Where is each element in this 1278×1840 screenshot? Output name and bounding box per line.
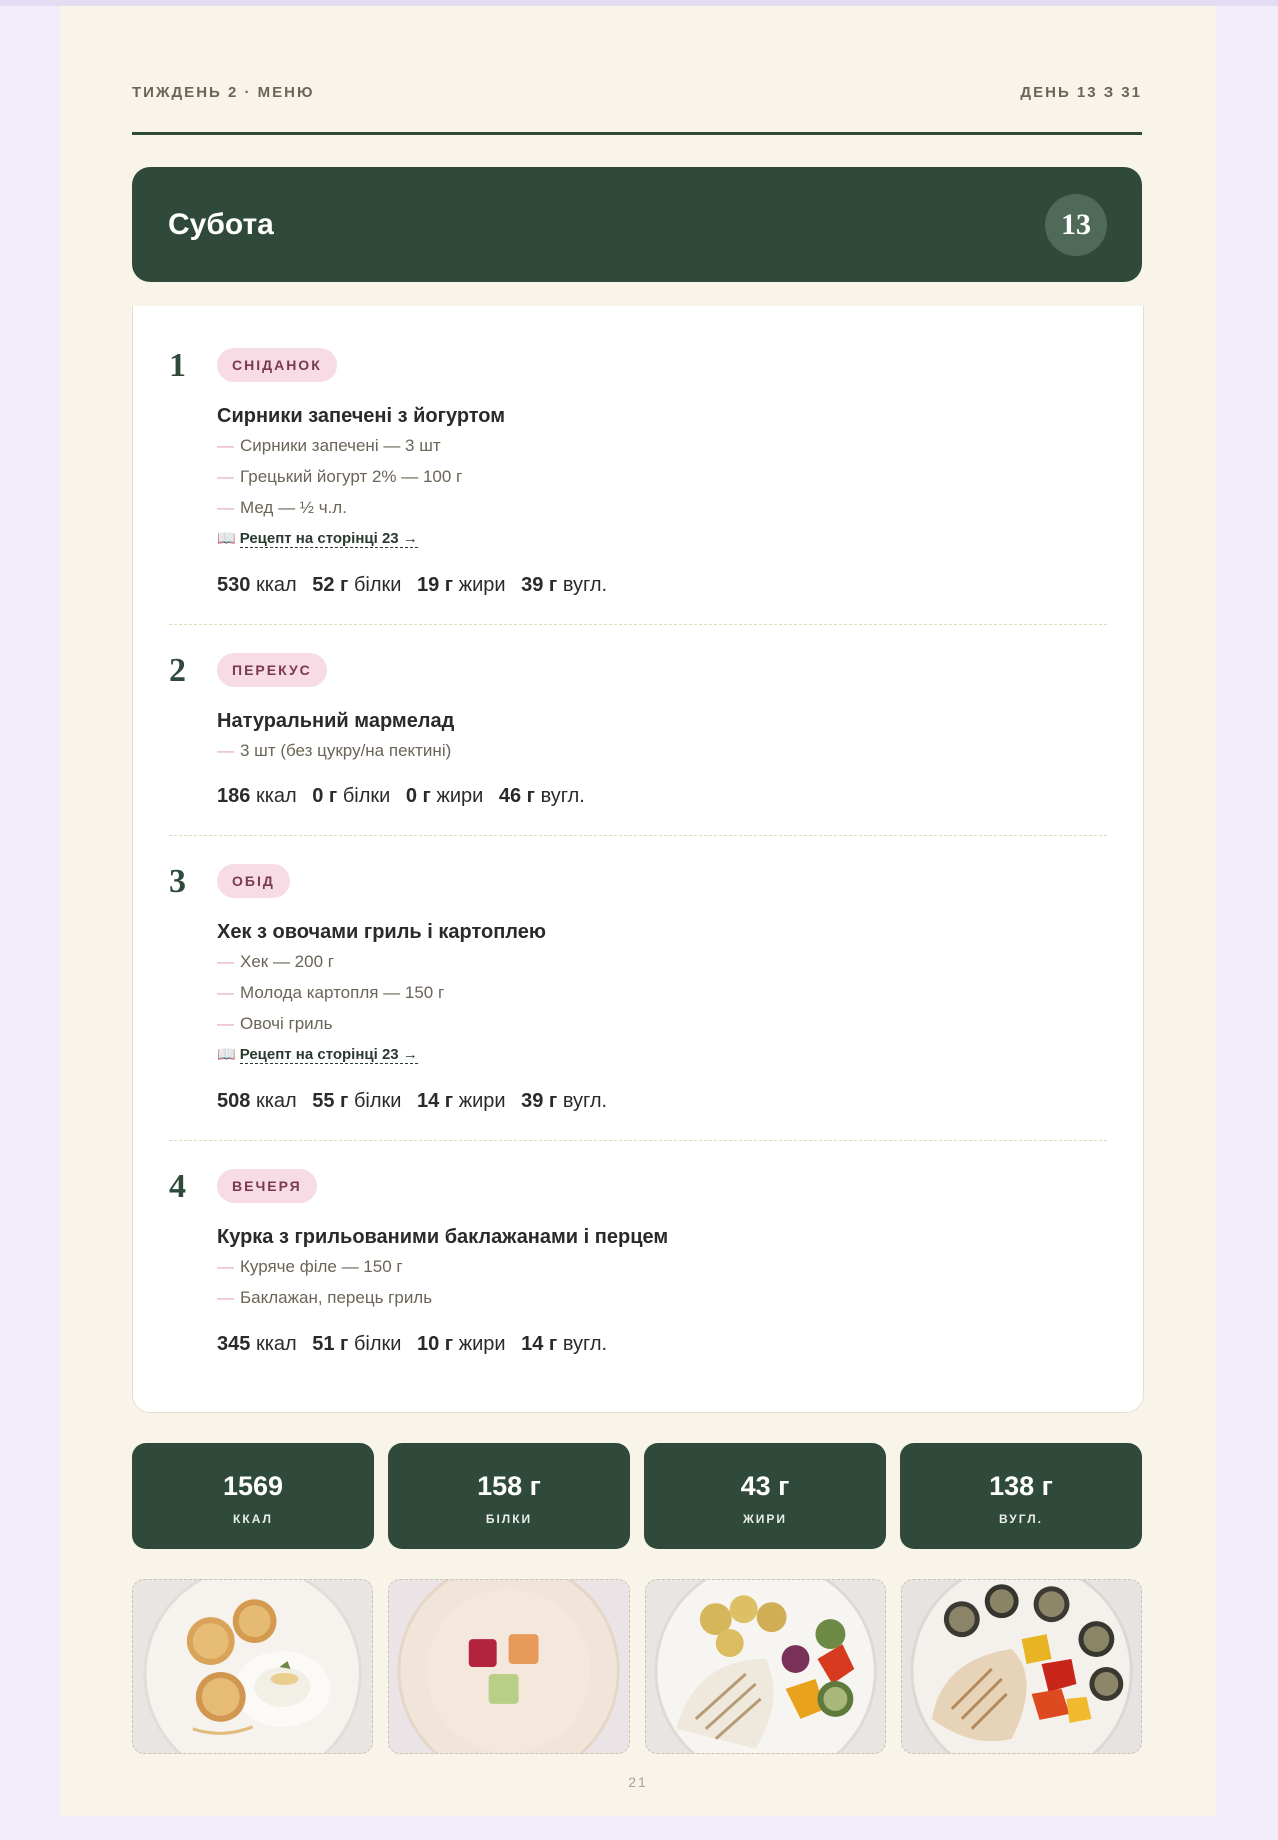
carbs-unit: вугл. xyxy=(562,1333,608,1355)
fat-unit: жири xyxy=(458,1333,506,1355)
day-title: Субота xyxy=(168,208,274,241)
ingredient-text: Баклажан, перець гриль xyxy=(240,1288,433,1307)
protein-value: 0 г xyxy=(312,785,338,807)
fat-value: 19 г xyxy=(417,574,454,596)
protein-value: 52 г xyxy=(312,574,349,596)
page-header xyxy=(132,84,1142,135)
marmalade-image xyxy=(389,1580,628,1753)
day-counter: ДЕНЬ 13 З 31 xyxy=(1020,84,1142,101)
ingredient-text: Сирники запечені — 3 шт xyxy=(240,436,441,455)
ingredient-text: Мед — ½ ч.л. xyxy=(240,498,347,517)
ingredient-item xyxy=(217,977,444,1008)
recipe-link[interactable] xyxy=(217,529,418,549)
fat-unit: жири xyxy=(436,785,484,807)
carbs-unit: вугл. xyxy=(562,1090,608,1112)
dash-marker: — xyxy=(217,436,234,455)
carbs-value: 39 г xyxy=(521,1090,558,1112)
meal-item xyxy=(169,1167,1107,1355)
dash-marker: — xyxy=(217,467,234,486)
ingredient-text: Грецький йогурт 2% — 100 г xyxy=(240,467,463,486)
meal-photo xyxy=(388,1579,629,1754)
carbs-value: 39 г xyxy=(521,574,558,596)
total-kcal xyxy=(132,1443,374,1549)
meal-macros xyxy=(217,1332,607,1356)
daily-totals xyxy=(132,1443,1142,1549)
carbs-value: 46 г xyxy=(498,785,536,807)
kcal-unit: ккал xyxy=(255,574,297,596)
meal-number: 1 xyxy=(169,347,186,384)
total-fat xyxy=(644,1443,886,1549)
book-icon: 📖 xyxy=(217,1046,236,1063)
carbs-value: 14 г xyxy=(521,1333,558,1355)
meal-name: Курка з грильованими баклажанами і перцем xyxy=(217,1226,669,1248)
meal-name: Сирники запечені з йогуртом xyxy=(217,405,506,427)
fat-value: 0 г xyxy=(405,785,431,807)
ingredient-list xyxy=(217,946,444,1039)
meals-card xyxy=(132,306,1144,1413)
total-value: 158 г xyxy=(477,1471,541,1501)
meal-tag: СНІДАНОК xyxy=(217,348,337,382)
day-banner xyxy=(132,167,1142,282)
total-label: БІЛКИ xyxy=(485,1512,533,1526)
total-value: 138 г xyxy=(989,1471,1053,1501)
ingredient-item xyxy=(217,1251,432,1282)
total-value: 1569 xyxy=(222,1471,284,1501)
total-label: ВУГЛ. xyxy=(999,1512,1043,1526)
fat-unit: жири xyxy=(458,1090,506,1112)
ingredient-text: Куряче філе — 150 г xyxy=(240,1257,403,1276)
protein-unit: білки xyxy=(353,574,402,596)
total-value: 43 г xyxy=(740,1471,790,1501)
day-number-badge: 13 xyxy=(1045,194,1107,256)
ingredient-list xyxy=(217,735,451,766)
meal-number: 2 xyxy=(169,652,186,689)
kcal-value: 530 xyxy=(217,574,251,596)
meal-photo xyxy=(645,1579,886,1754)
ingredient-list xyxy=(217,430,462,523)
meal-photo xyxy=(132,1579,373,1754)
meal-macros xyxy=(217,573,607,597)
meal-photo xyxy=(901,1579,1142,1754)
ingredient-text: Хек — 200 г xyxy=(240,952,334,971)
kcal-unit: ккал xyxy=(255,1090,297,1112)
ingredient-item xyxy=(217,735,451,766)
recipe-link-text: Рецепт на сторінці 23 → xyxy=(239,530,418,547)
total-protein xyxy=(388,1443,630,1549)
ingredient-text: Молода картопля — 150 г xyxy=(240,983,445,1002)
meal-tag: ОБІД xyxy=(217,864,290,898)
kcal-unit: ккал xyxy=(255,785,297,807)
fat-unit: жири xyxy=(458,574,506,596)
total-carbs xyxy=(900,1443,1142,1549)
dash-marker: — xyxy=(217,498,234,517)
week-label: ТИЖДЕНЬ 2 · МЕНЮ xyxy=(132,84,315,101)
hake-image xyxy=(646,1580,885,1753)
dash-marker: — xyxy=(217,1257,234,1276)
meal-item xyxy=(169,651,1107,807)
menu-page xyxy=(60,6,1216,1816)
meal-tag: ПЕРЕКУС xyxy=(217,653,327,687)
dash-marker: — xyxy=(217,952,234,971)
ingredient-item xyxy=(217,430,462,461)
meal-macros xyxy=(217,784,585,808)
protein-unit: білки xyxy=(342,785,391,807)
ingredient-item xyxy=(217,1282,432,1313)
ingredient-item xyxy=(217,946,444,977)
ingredient-text: 3 шт (без цукру/на пектині) xyxy=(240,741,452,760)
protein-value: 55 г xyxy=(312,1090,349,1112)
meal-item xyxy=(169,346,1107,596)
chicken-image xyxy=(902,1580,1141,1753)
dash-marker: — xyxy=(217,741,234,760)
dash-marker: — xyxy=(217,983,234,1002)
kcal-value: 508 xyxy=(217,1090,251,1112)
recipe-link-text: Рецепт на сторінці 23 → xyxy=(239,1046,418,1063)
total-label: ЖИРИ xyxy=(742,1512,788,1526)
meal-name: Натуральний мармелад xyxy=(217,710,455,732)
total-label: ККАЛ xyxy=(233,1512,273,1526)
page-number: 21 xyxy=(628,1774,648,1790)
ingredient-item xyxy=(217,1008,444,1039)
protein-value: 51 г xyxy=(312,1333,349,1355)
ingredient-text: Овочі гриль xyxy=(240,1014,333,1033)
kcal-value: 186 xyxy=(217,785,251,807)
ingredient-item xyxy=(217,492,462,523)
syrnyky-image xyxy=(133,1580,372,1753)
carbs-unit: вугл. xyxy=(562,574,608,596)
dash-marker: — xyxy=(217,1014,234,1033)
meal-macros xyxy=(217,1089,607,1113)
protein-unit: білки xyxy=(353,1333,402,1355)
book-icon: 📖 xyxy=(217,530,236,547)
protein-unit: білки xyxy=(353,1090,402,1112)
meal-number: 3 xyxy=(169,863,186,900)
dash-marker: — xyxy=(217,1288,234,1307)
meal-tag: ВЕЧЕРЯ xyxy=(217,1169,317,1203)
meal-number: 4 xyxy=(169,1168,186,1205)
fat-value: 14 г xyxy=(417,1090,454,1112)
kcal-value: 345 xyxy=(217,1333,251,1355)
recipe-link[interactable] xyxy=(217,1045,418,1065)
meal-photos xyxy=(132,1579,1142,1754)
meal-divider xyxy=(169,1140,1107,1141)
meal-name: Хек з овочами гриль і картоплею xyxy=(217,921,546,943)
carbs-unit: вугл. xyxy=(540,785,585,807)
meal-item xyxy=(169,862,1107,1112)
meal-divider xyxy=(169,624,1107,625)
meal-divider xyxy=(169,835,1107,836)
ingredient-list xyxy=(217,1251,432,1313)
fat-value: 10 г xyxy=(417,1333,454,1355)
kcal-unit: ккал xyxy=(255,1333,297,1355)
ingredient-item xyxy=(217,461,462,492)
